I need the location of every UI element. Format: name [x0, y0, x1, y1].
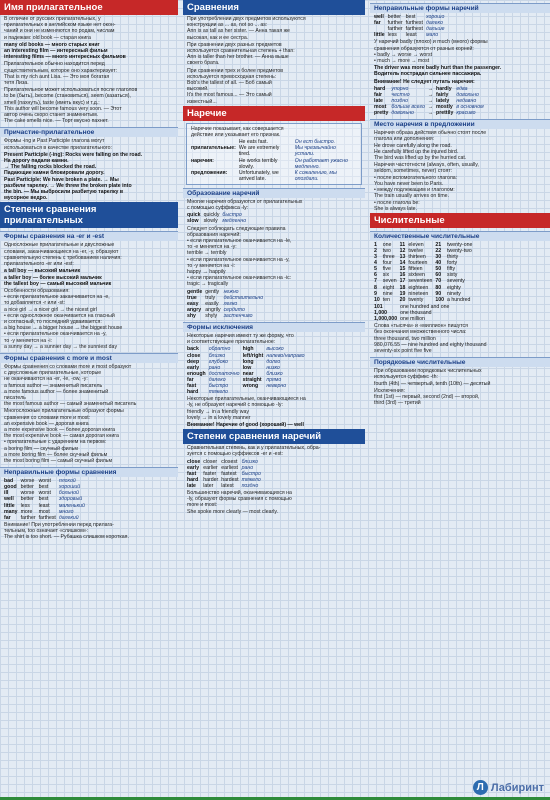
table-cell: faster [203, 470, 217, 477]
table-cell: низко [266, 364, 280, 371]
table-cell: нежно [223, 288, 239, 295]
table-row [187, 313, 266, 319]
subheader-ordinal: Порядковые числительные [370, 357, 550, 367]
table-cell: 21 [435, 241, 442, 248]
table-cell: shy [187, 312, 196, 319]
table-cell: fairly [436, 91, 449, 98]
table-cell: slow [187, 218, 199, 225]
adjective-note: Внимание! При употреблении перед прилага- тельным, too означает «слишком»: The shirt is too short. — Рубашка слишком короткая. [4, 521, 129, 541]
table-cell: a hundred [447, 296, 471, 303]
table-cell: быстро [208, 382, 229, 389]
adverb-formation-table [187, 212, 249, 224]
table-cell: long [242, 358, 254, 365]
section-header-adverb-degrees: Степени сравнения наречий [183, 429, 365, 444]
table-cell: He works terribly slowly. [238, 157, 278, 170]
table-cell: высоко [266, 346, 284, 353]
table-cell: furthest [405, 20, 423, 27]
table-cell: least [405, 32, 417, 39]
table-cell: farthest [405, 26, 423, 33]
table-cell: fifteen [408, 266, 423, 273]
table-cell: fast [187, 470, 197, 477]
table-cell: ten [382, 296, 390, 303]
table-cell: 9 [374, 290, 377, 297]
table-cell: 80 [435, 284, 442, 291]
table-cell: five [382, 266, 391, 273]
adverb-spelling-table [187, 289, 266, 319]
table-cell: better [387, 14, 401, 20]
table-cell: 18 [399, 284, 406, 291]
table-cell: worst [38, 490, 51, 497]
adverb-usage-table [191, 139, 357, 182]
table-cell: gently [205, 288, 220, 295]
table-cell: bad [4, 478, 14, 485]
table-cell: eleven [408, 241, 424, 248]
table-cell: мало [425, 32, 439, 39]
table-cell: 8 [374, 284, 377, 291]
table-cell: достаточно [208, 370, 240, 377]
labyrinth-icon: Л [473, 780, 488, 795]
table-cell: back [187, 346, 199, 353]
table-cell: маленький [58, 502, 85, 509]
table-cell: здоровый [58, 496, 83, 503]
ordinal-exceptions: Исключения: first (1st) — первый, second (2nd) — второй, third (3rd) — третий [374, 387, 480, 407]
table-row [374, 32, 448, 38]
table-cell: twenty-one [447, 241, 473, 248]
table-cell: К сожалению, мы опоздали. [294, 169, 337, 182]
table-cell: better [20, 484, 34, 491]
more-most-examples: Многосложные прилагательные образуют формы сравнения со словами more и most: an expensive book — дорогая книга a more expensive book — более дорогая книга the most expensive book — самая дорогая книга • прилагательные с ударением на первом: a boring film — скучный фильм a more boring film — более скучный фильм the most boring film — самый скучный фильм [4, 408, 124, 464]
adverb-degrees-rule: Сравнительная степень, как и у прилагательных, обра- зуется с помощью суффиксов -er и -est: [187, 445, 321, 458]
subheader-more-most: Формы сравнения с more и most [0, 353, 178, 363]
table-cell: little [4, 502, 15, 509]
table-cell: gentle [187, 288, 203, 295]
table-row [191, 170, 357, 182]
table-cell: quick [187, 212, 201, 219]
more-most-rule: Формы сравнения со словами more и most образуют с двусложные прилагательные, которые не оканчиваются на -er, -le, -ow, -y: a famous author — знаменитый писатель a more famous author — более знаменитый писатель the most famous author — самый знаменитый писатель [4, 363, 137, 408]
table-cell: легко [223, 300, 238, 307]
table-cell: 50 [435, 266, 442, 273]
table-cell: поздно [391, 97, 409, 104]
adjective-after-verbs: Прилагательное может использоваться после глаголов to be (быть), become (становиться), seem (казаться), smell (пахнуть), taste (иметь вкус) и т.д.: This author will become famous very soon. — Этот автор очень скоро станет знаменитым. The cake smells nice. — Торт вкусно пахнет. [4, 87, 138, 125]
table-row [187, 218, 249, 224]
table-cell: shyly [205, 312, 218, 319]
badly-much-rule: У наречий badly (плохо) и much (много) формы сравнения образуются от разных корней: • badly → worse → worst • much → more → most [374, 39, 488, 64]
table-cell: налево/направо [266, 352, 305, 359]
confusable-warning: Внимание! Не следует путать наречия: [374, 78, 475, 85]
adverb-position-rule: Наречия образа действия обычно стоят после глагола или дополнения: He drove carefully along the road. He carefully lifted up the injured bird. The bird was lifted up by the hurried cat. [374, 130, 487, 162]
table-cell: 100 [435, 296, 445, 303]
subheader-irregular-adj: Неправильные формы сравнения [0, 467, 178, 477]
table-cell: late [187, 482, 196, 489]
table-cell: twenty-two [447, 248, 472, 254]
table-cell: тяжело [208, 389, 228, 396]
table-cell: плохой [58, 478, 76, 485]
table-cell [266, 389, 307, 395]
table-cell: seventeen [408, 278, 433, 285]
table-cell: тяжело [241, 476, 261, 483]
table-cell: early [187, 364, 200, 371]
table-cell: further [387, 20, 403, 27]
table-cell: 70 [435, 278, 442, 285]
table-cell: eighteen [408, 284, 429, 291]
irregular-adjectives-table [4, 478, 88, 521]
subheader-cardinal: Количественные числительные [370, 231, 550, 241]
table-cell: ninety [447, 290, 461, 297]
table-cell: one million [400, 316, 425, 323]
table-cell: earliest [221, 464, 238, 471]
table-cell: → [427, 97, 434, 104]
frequency-adverbs-rule: Наречия частотности (always, often, usually, seldom, sometimes, never) стоят: • после вспомогательного глагола: You have never been to Paris. • между подлежащим и глаголом: The train usually arrives on time. • после глагола be: She is always late. [374, 162, 479, 212]
exceptions-warning: Внимание! Наречие of good (хороший) — well [187, 421, 304, 428]
column-adjective [0, 0, 178, 800]
table-cell: one thousand [400, 309, 432, 316]
table-cell: true [187, 294, 197, 301]
adverb-degrees-note: Большинство наречий, оканчивающихся на -ly, образуют формы сравнения с помощью more и most: She spoke more clearly — most clearly. [187, 490, 292, 515]
table-cell: close [187, 352, 201, 359]
table-cell: near [242, 370, 254, 377]
table-cell: better [20, 496, 34, 503]
table-cell: предложения: [191, 169, 228, 176]
table-cell: two [382, 248, 391, 254]
table-cell: latest [221, 482, 234, 489]
subheader-irregular-adverbs: Неправильные формы наречий [370, 3, 550, 13]
table-cell: довольно [391, 110, 414, 117]
table-row [374, 297, 475, 303]
table-cell: долго [266, 358, 281, 365]
table-cell: seven [382, 278, 397, 285]
adverb-degrees-table [187, 459, 264, 489]
table-cell: sixteen [408, 272, 425, 279]
table-cell: twelve [408, 248, 424, 254]
publisher-logo [473, 780, 544, 795]
table-cell: прямо [266, 376, 282, 383]
irregular-adverbs-table [374, 14, 448, 38]
table-cell: быстро [241, 470, 261, 477]
table-cell: far [4, 514, 11, 521]
subheader-participle: Причастие-прилагательное [0, 127, 178, 137]
table-cell: дальше [425, 26, 445, 33]
table-cell: действительно [223, 294, 264, 301]
table-cell: далеко [425, 20, 443, 27]
table-cell: поздно [241, 482, 259, 489]
table-cell: 14 [399, 260, 406, 267]
table-cell: sixty [447, 272, 458, 279]
table-cell: → [427, 85, 434, 92]
table-cell: many [4, 508, 18, 515]
table-cell: truly [205, 294, 216, 301]
table-cell: most [38, 508, 50, 515]
table-cell: красиво [456, 110, 476, 117]
table-cell: больной [58, 490, 79, 497]
table-cell: angrily [205, 306, 221, 313]
table-row [4, 515, 88, 521]
table-cell: early [187, 464, 200, 471]
table-cell: seventy [447, 278, 465, 285]
table-row [191, 145, 357, 157]
section-header-adverb: Наречие [183, 106, 365, 121]
table-cell: hard [374, 85, 386, 92]
table-cell: едва [456, 85, 468, 92]
table-cell: хорошо [425, 14, 445, 20]
table-cell: Он ест быстро. [294, 139, 336, 146]
table-cell: pretty [374, 110, 389, 117]
table-cell: far [187, 376, 194, 383]
table-cell: thirteen [408, 254, 426, 261]
table-cell: 11 [399, 241, 406, 248]
table-row [187, 465, 264, 471]
table-row [374, 291, 475, 297]
section-header-adj-degrees: Степени сравнения прилагательных [0, 202, 178, 228]
table-cell: six [382, 272, 390, 279]
numbers-note: Слова «тысяча» и «миллион» пишутся без окончания множественного числа: three thousand, two million 980,076.55 — nine hundred and eighty thousand seventy-six point five five [374, 323, 487, 354]
participle-rule: Формы -ing и Past Participle глагола могут использоваться в качестве прилагательного: [4, 138, 112, 151]
degrees-spelling-rules: Особенности образования: • если прилагательное заканчивается на -e, то добавляется -r или -st: a nice girl → a nicer girl → the nicest girl • если односложное оканчивается на гласный и согласный, то последний удваивается: a big house → a bigger house → the biggest house • если прилагательное оканчивается на -y, то -y меняется на -i: a sunny day → a sunnier day → the sunniest day [4, 287, 123, 350]
cardinal-numbers-table [374, 242, 475, 303]
table-cell: most [374, 104, 387, 111]
table-cell: 19 [399, 290, 406, 297]
table-cell: медленно [222, 218, 247, 225]
table-cell: 20 [399, 296, 406, 303]
table-cell: далеко [208, 376, 226, 383]
table-cell: closer [203, 458, 218, 465]
table-cell: 7 [374, 278, 377, 285]
table-cell: → [427, 91, 434, 98]
table-cell: hardest [221, 476, 239, 483]
table-cell: 1,000 [374, 309, 387, 316]
table-cell: less [20, 502, 30, 509]
table-cell: упорно [391, 85, 409, 92]
table-row [191, 158, 357, 170]
table-cell: застенчиво [223, 312, 253, 319]
section-header-adjective: Имя прилагательное [0, 0, 178, 15]
table-cell: He eats fast. [238, 139, 268, 146]
table-cell: 1 [374, 241, 377, 248]
degrees-examples: a tall boy — высокий мальчик a taller boy — более высокий мальчик the tallest boy — самый высокий мальчик [4, 268, 112, 287]
badly-example: The driver was more badly hurt than the passenger. Водитель пострадал сильнее пассажира. [374, 65, 502, 78]
table-cell: We are extremely tired. [238, 145, 280, 158]
table-row [374, 285, 475, 291]
table-cell: обратно [208, 346, 231, 353]
table-cell: farther [20, 514, 36, 521]
table-cell: enough [187, 370, 206, 377]
subheader-exceptions: Формы исключения [183, 322, 365, 332]
table-cell: low [242, 364, 252, 371]
table-cell: быстро [222, 212, 242, 219]
table-row [187, 459, 264, 465]
table-cell: 90 [435, 290, 442, 297]
table-cell: близко [208, 352, 226, 359]
table-cell: closest [221, 458, 238, 465]
table-cell: farthest [38, 514, 56, 521]
subheader-adverb-formation: Образование наречий [183, 188, 365, 198]
table-cell: worse [20, 478, 35, 485]
table-cell: 60 [435, 272, 442, 279]
comparison-than: При сравнении двух разных предметов используется сравнительная степень + than: Ann is taller than her brother. — Анна выше своего брата. [187, 41, 295, 67]
section-header-numerals: Числительные [370, 213, 550, 228]
table-cell: far [374, 20, 381, 27]
table-cell: deep [187, 358, 200, 365]
table-cell: earlier [203, 464, 218, 471]
table-cell: 30 [435, 254, 442, 261]
table-cell: three [382, 254, 395, 261]
table-cell [243, 389, 267, 395]
table-cell: hard [187, 389, 199, 396]
table-cell: fair [374, 91, 383, 98]
table-cell: довольно [456, 91, 479, 98]
table-cell: хороший [58, 484, 81, 491]
table-cell: fifty [447, 266, 456, 273]
table-cell: later [203, 482, 214, 489]
table-cell: high [242, 346, 254, 353]
table-cell: ill [4, 490, 9, 497]
degrees-rule: Односложные прилагательные и двусложные словами, заканчивающиеся на -er, -y, образуют сравнительную степень с требованием наличия: прилагательного -er или -est: [4, 242, 122, 268]
table-cell: one hundred and one [400, 303, 450, 310]
table-cell: 2 [374, 248, 377, 254]
table-cell: → [427, 104, 434, 111]
table-cell: fastest [221, 470, 237, 477]
exceptions-rule: Некоторые наречия имеют ту же форму, что и соответствующее прилагательное: [187, 333, 294, 346]
table-cell: 15 [399, 266, 406, 273]
table-cell: Мы чрезвычайно устали. [294, 145, 336, 158]
table-cell: straight [242, 376, 262, 383]
table-cell: много [58, 508, 74, 515]
adverb-formation-rule: Многие наречия образуются от прилагательных с помощью суффикса -ly: [187, 198, 303, 212]
table-cell: близко [266, 370, 283, 377]
table-cell: four [382, 260, 392, 267]
table-cell: wrong [242, 382, 259, 389]
table-cell: twenty [408, 296, 424, 303]
table-cell: рано [241, 464, 254, 471]
table-cell: well [4, 496, 14, 503]
table-cell: forty [447, 260, 458, 267]
table-cell: 5 [374, 266, 377, 273]
table-cell: Unfortunately, we arrived late. [238, 169, 279, 182]
table-cell: best [38, 484, 49, 491]
table-cell: harder [203, 476, 219, 483]
table-cell: hard [187, 476, 199, 483]
table-cell: далекий [58, 514, 79, 521]
table-row [374, 316, 452, 322]
table-cell: mostly [436, 104, 453, 111]
table-cell: eight [382, 284, 395, 291]
table-cell: глубоко [208, 358, 228, 365]
table-cell: late [374, 97, 383, 104]
adjective-attributive: Прилагательное обычно находится перед существительным, которое оно характеризует: That is my rich aunt Lisa. — Это моя богатая тетя Лиза. [4, 61, 118, 87]
table-cell: 16 [399, 272, 406, 279]
table-cell: one [382, 241, 392, 248]
exceptions-note: Некоторые прилагательные, оканчивающиеся на -ly, не образуют наречий с помощью -ly: friendly → in a friendly way lovely → in a lovely manner [187, 396, 306, 421]
table-cell: 12 [399, 248, 406, 254]
table-row [374, 110, 487, 116]
subheader-adverb-position: Место наречия в предложении [370, 119, 550, 129]
ordinal-rule: При образовании порядковых числительных используется суффикс -th: fourth (4th) — четвертый, tenth (10th) — десятый [374, 368, 491, 387]
table-cell: more [20, 508, 33, 515]
table-cell: честно [391, 91, 410, 98]
table-cell: little [374, 32, 385, 39]
subheader-er-est: Формы сравнения на -er и -est [0, 231, 178, 241]
table-cell: больше всего [391, 104, 425, 111]
table-cell: 4 [374, 260, 377, 267]
table-cell: angry [187, 306, 202, 313]
table-cell: thirty [447, 254, 459, 261]
table-cell: 3 [374, 254, 377, 261]
table-cell: 22 [435, 248, 442, 254]
table-cell: easily [205, 300, 219, 307]
table-cell: left/right [242, 352, 264, 359]
column-numerals [370, 0, 550, 800]
table-cell: 10 [374, 296, 380, 303]
table-cell: well [374, 14, 384, 20]
table-cell: сердито [223, 306, 245, 313]
table-cell: неверно [266, 382, 287, 389]
table-cell: → [427, 110, 434, 117]
table-cell: недавно [456, 97, 477, 104]
table-cell: fast [187, 382, 197, 389]
table-cell: в основном [456, 104, 484, 111]
table-cell: less [387, 32, 397, 39]
adjective-intro-examples: many old books — много старых книг an interesting film — интересный фильм interesting films — много интересных фильмов [4, 41, 126, 61]
large-numbers-table [374, 304, 452, 322]
table-cell: lately [436, 97, 450, 104]
table-cell: quickly [203, 212, 220, 219]
table-cell: worse [20, 490, 35, 497]
table-cell: 6 [374, 272, 377, 279]
table-cell: worst [38, 478, 51, 485]
adjective-intro: В отличие от русских прилагательных, у прилагательных в английском языке нет окон- чаний и они не изменяются по родам, числам и падежам: old book — старая книга [4, 16, 116, 41]
table-cell: 40 [435, 260, 442, 267]
table-cell: nineteen [408, 290, 429, 297]
comparison-superlative: При сравнении трех и более предметов используется превосходная степень: Bob's the tallest of all. — Боб самый высокий. It's the most famous... — Это самый известный... [187, 67, 284, 105]
exceptions-table [187, 346, 308, 395]
table-cell: наречия: [191, 157, 214, 164]
table-cell: рано [208, 364, 221, 371]
table-cell: close [187, 458, 201, 465]
table-cell: nine [382, 290, 393, 297]
table-cell: 101 [374, 303, 383, 310]
table-cell: best [38, 496, 49, 503]
table-cell: easy [187, 300, 199, 307]
table-cell: 13 [399, 254, 406, 261]
table-cell: best [405, 14, 416, 20]
adverb-definition: Наречие показывает, как совершается действие или указывает его признак. [191, 125, 284, 139]
table-cell: fourteen [408, 260, 428, 267]
table-cell: 1,000,000 [374, 316, 398, 323]
table-cell: slowly [203, 218, 218, 225]
column-adverb [183, 0, 365, 800]
table-row [374, 278, 475, 284]
adverb-spelling-rules: Следует соблюдать следующие правила образования наречий: • если прилагательное оканчивается на -le, то -e меняется на -y: terrible → terribly • если прилагательное оканчивается на -y, то -y меняется на -i: happy → happily • если прилагательное оканчивается на -ic: tragic → tragically [187, 225, 292, 288]
confusable-adverbs-table [374, 86, 487, 116]
participle-examples: Present Participle (-ing): Rocks were falling on the road. На дорогу падали камни. → The falling rocks blocked the road. Падающие камни блокировали дорогу. Past Participle: We have broken a plate. → Мы разбили тарелку. → We threw the broken plate into the bin. — Мы выбросили разбитую тарелку в мусорное ведро. [4, 151, 143, 202]
table-cell: eighty [447, 284, 461, 291]
table-cell: близко [241, 458, 258, 465]
table-cell: farther [387, 26, 403, 33]
table-cell: прилагательные: [191, 145, 236, 152]
table-cell: hardly [436, 85, 452, 92]
logo-text: Лабиринт [490, 781, 544, 794]
table-cell: prettily [436, 110, 454, 117]
table-cell: Он работает ужасно медленно. [294, 157, 348, 170]
table-row [187, 483, 264, 489]
table-cell: 17 [399, 278, 406, 285]
table-cell: good [4, 484, 17, 491]
section-header-comparisons: Сравнения [183, 0, 365, 15]
table-row [187, 389, 308, 395]
table-cell: least [38, 502, 50, 509]
comparison-as-as: При употреблении двух предметов используются конструкции as ... as, not so ... as: Ann is as tall as her sister. — Анна такая же высокая, как и ее сестра. [187, 16, 306, 41]
